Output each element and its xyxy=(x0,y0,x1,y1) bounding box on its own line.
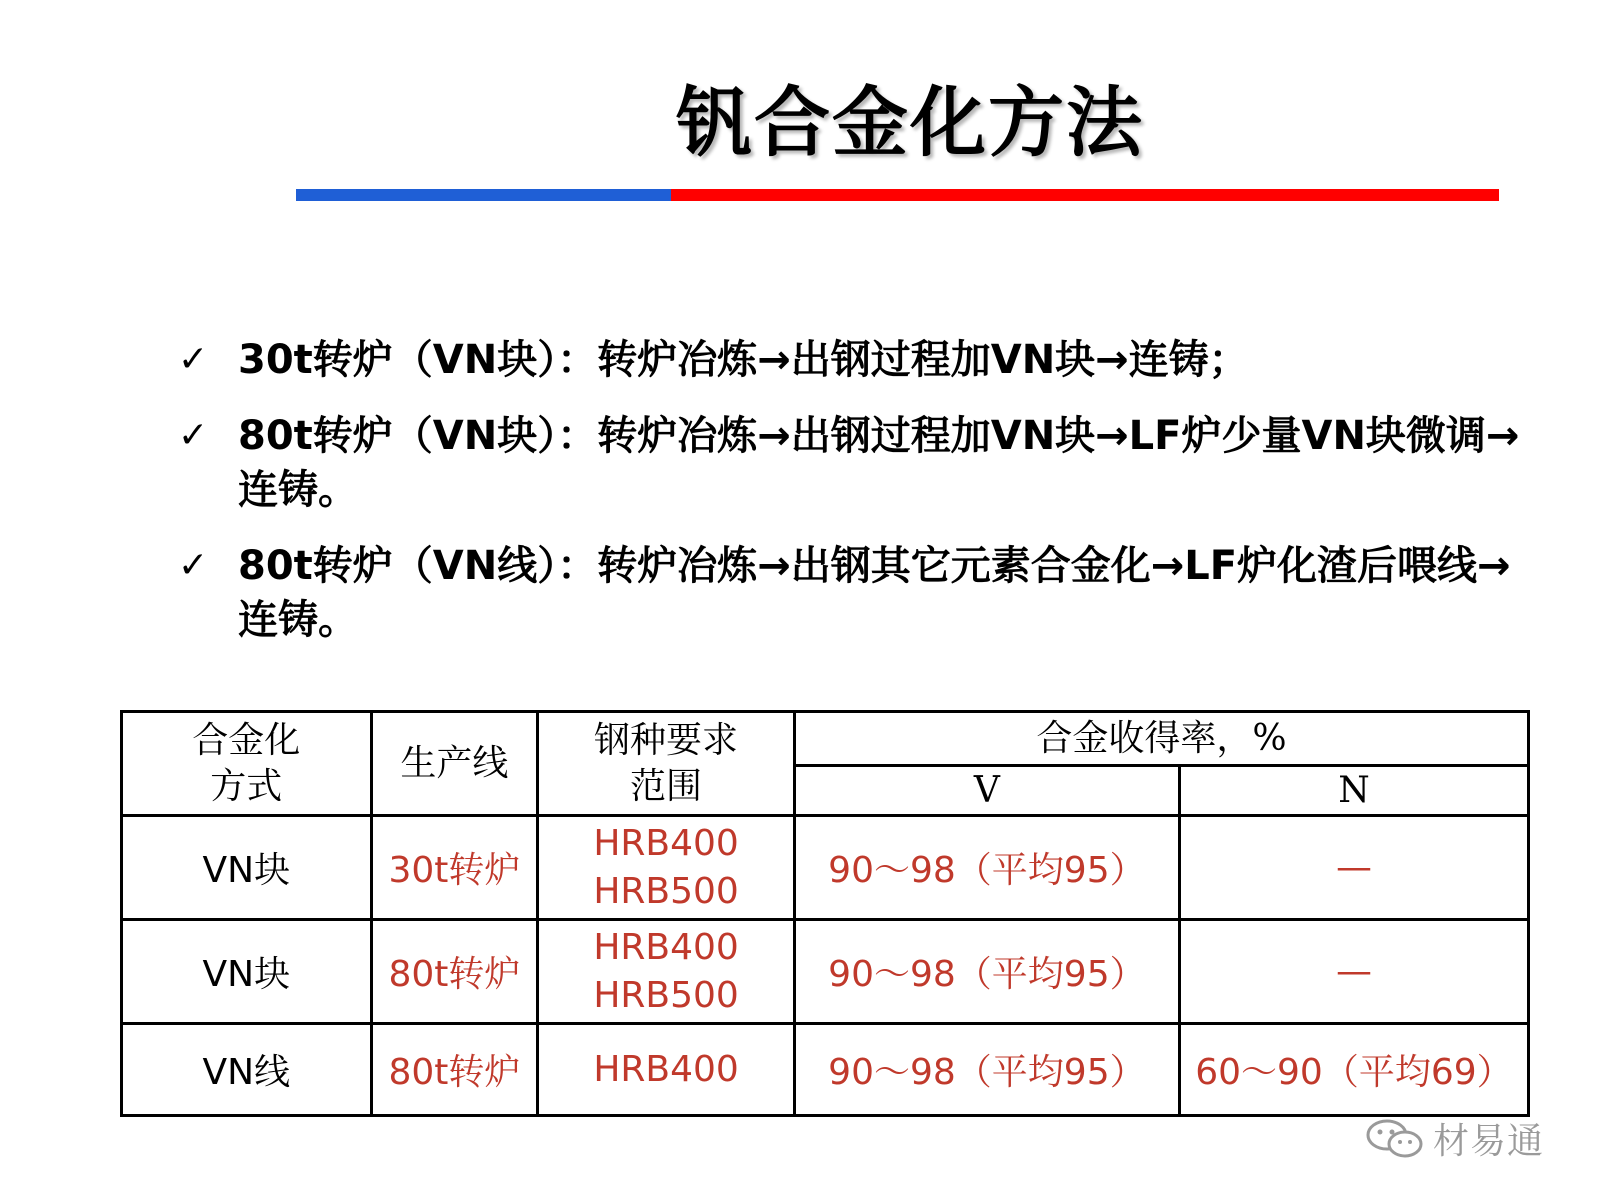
bullet-text: 30t转炉（VN块）：转炉冶炼→出钢过程加VN块→连铸； xyxy=(238,337,1249,383)
cell-n-yield: 60～90（平均69） xyxy=(1179,1024,1528,1116)
table-row xyxy=(122,920,1529,1024)
header-line: 生产线 xyxy=(371,712,538,816)
cell-n-yield: — xyxy=(1179,920,1528,1024)
bullet-list xyxy=(178,333,1578,669)
grade-value: HRB500 xyxy=(593,870,739,912)
alloying-table xyxy=(120,710,1530,1117)
header-n: N xyxy=(1179,766,1528,816)
grade-value: HRB500 xyxy=(593,974,739,1016)
header-grade-range: 钢种要求范围 xyxy=(538,712,795,816)
bullet-text: 80t转炉（VN线）：转炉冶炼→出钢其它元素合金化→LF炉化渣后喂线→连铸。 xyxy=(238,543,1511,643)
cell-line: 30t转炉 xyxy=(371,816,538,920)
table-row xyxy=(122,816,1529,920)
bullet-text: 80t转炉（VN块）：转炉冶炼→出钢过程加VN块→LF炉少量VN块微调→连铸。 xyxy=(238,413,1520,513)
title-rule-blue xyxy=(296,189,671,201)
check-icon: ✓ xyxy=(178,339,209,380)
cell-n-yield: — xyxy=(1179,816,1528,920)
table-row xyxy=(122,1024,1529,1116)
header-yield: 合金收得率，% xyxy=(794,712,1528,766)
header-method: 合金化方式 xyxy=(122,712,372,816)
bullet-item xyxy=(178,409,1578,517)
cell-method: VN线 xyxy=(122,1024,372,1116)
check-icon: ✓ xyxy=(178,545,209,586)
cell-grades xyxy=(538,920,795,1024)
page-title: 钒合金化方法 xyxy=(676,78,1144,167)
watermark xyxy=(1365,1113,1544,1164)
cell-line: 80t转炉 xyxy=(371,920,538,1024)
cell-method: VN块 xyxy=(122,816,372,920)
cell-line: 80t转炉 xyxy=(371,1024,538,1116)
cell-v-yield: 90～98（平均95） xyxy=(794,920,1179,1024)
cell-grades xyxy=(538,816,795,920)
cell-method: VN块 xyxy=(122,920,372,1024)
cell-grades: HRB400 xyxy=(538,1024,795,1116)
cell-v-yield: 90～98（平均95） xyxy=(794,1024,1179,1116)
watermark-text: 材易通 xyxy=(1433,1121,1545,1162)
bullet-item xyxy=(178,333,1578,387)
title-rule-red xyxy=(671,189,1499,201)
bullet-item xyxy=(178,539,1578,647)
grade-value: HRB400 xyxy=(593,822,739,864)
header-v: V xyxy=(794,766,1179,816)
check-icon: ✓ xyxy=(178,415,209,456)
cell-v-yield: 90～98（平均95） xyxy=(794,816,1179,920)
wechat-icon xyxy=(1365,1118,1425,1160)
grade-value: HRB400 xyxy=(593,926,739,968)
